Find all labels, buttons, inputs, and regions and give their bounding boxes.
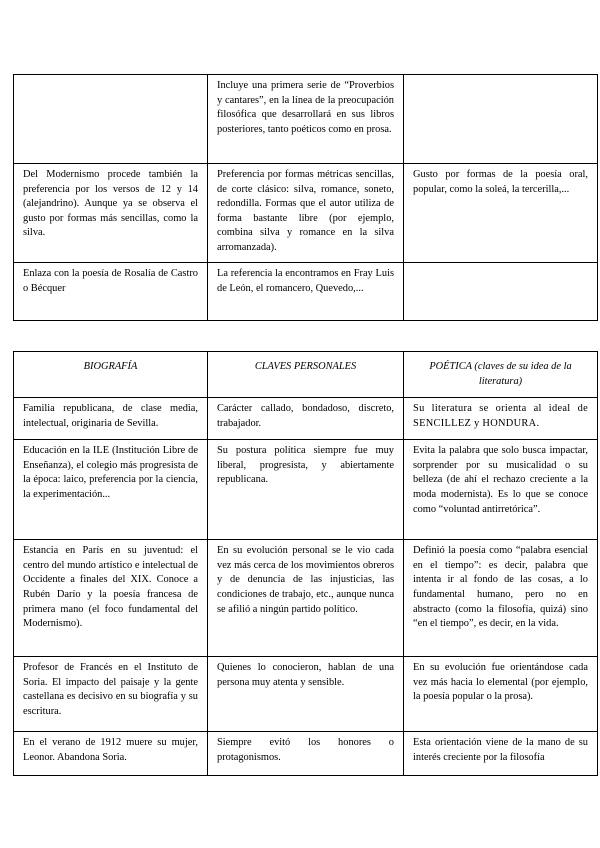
table-cell xyxy=(14,75,208,164)
table-cell: Del Modernismo procede también la preferencia por los versos de 12 y 14 (alejandrino). Aunque ya se observa el gusto por formas más sencillas, como la silva. xyxy=(14,164,208,263)
table-cell: En su evolución fue orientándose cada vez más hacia lo elemental (por ejemplo, la poesía popular o la prosa). xyxy=(404,657,598,732)
table-row xyxy=(14,657,598,732)
table-cell: Profesor de Francés en el Instituto de Soria. El impacto del paisaje y la gente castellana es decisivo en su biografía y su escritura. xyxy=(14,657,208,732)
table-cell: Siempre evitó los honores o protagonismos. xyxy=(208,732,404,776)
table-cell xyxy=(404,75,598,164)
table-row xyxy=(14,398,598,440)
table-cell: Estancia en París en su juventud: el centro del mundo artístico e intelectual de Occidente a finales del XIX. Conoce a Rubén Darío y la poesía francesa de primera mano (el foco fundamental del Modernismo). xyxy=(14,540,208,657)
table-cell: Quienes lo conocieron, hablan de una persona muy atenta y sensible. xyxy=(208,657,404,732)
comparison-table-continued xyxy=(13,74,598,321)
table-cell: En su evolución personal se le vio cada vez más cerca de los movimientos obreros y de denuncia de las injusticias, las condiciones de trabajo, etc., aunque nunca se afilió a ningún partido político. xyxy=(208,540,404,657)
table-header-row xyxy=(14,352,598,398)
table-cell: Educación en la ILE (Institución Libre de Enseñanza), el colegio más progresista de la época: laico, preferencia por la ciencia, la experimentación... xyxy=(14,440,208,540)
table-cell: Familia republicana, de clase media, intelectual, originaria de Sevilla. xyxy=(14,398,208,440)
table-cell: Carácter callado, bondadoso, discreto, trabajador. xyxy=(208,398,404,440)
table-row xyxy=(14,732,598,776)
table-row xyxy=(14,164,598,263)
table-row xyxy=(14,540,598,657)
table-cell: En el verano de 1912 muere su mujer, Leonor. Abandona Soria. xyxy=(14,732,208,776)
table-cell: Evita la palabra que solo busca impactar, sorprender por su musicalidad o su belleza (de ahí el rechazo creciente a la moda modernista). Es lo que se conoce como “voluntad antirretórica”. xyxy=(404,440,598,540)
machado-summary-table xyxy=(13,351,598,776)
table-cell: Preferencia por formas métricas sencillas, de corte clásico: silva, romance, soneto, redondilla. Formas que el autor utiliza de forma bastante libre (por ejemplo, combina silva y romance en la silva arromanzada). xyxy=(208,164,404,263)
table-cell: Definió la poesía como “palabra esencial en el tiempo”: es decir, palabra que intenta ir al fondo de las cosas, a lo fundamental humano, pero no en abstracto (como la filosofía, quizá) sino “en el tiempo”, es decir, en la vida. xyxy=(404,540,598,657)
table-cell: Enlaza con la poesía de Rosalía de Castro o Bécquer xyxy=(14,263,208,321)
table-cell: Su literatura se orienta al ideal de SENCILLEZ y HONDURA. xyxy=(404,398,598,440)
table-cell xyxy=(404,263,598,321)
column-header-biografia: BIOGRAFÍA xyxy=(14,352,208,398)
table-cell: Su postura política siempre fue muy liberal, progresista, y abiertamente republicana. xyxy=(208,440,404,540)
table-cell: La referencia la encontramos en Fray Luis de León, el romancero, Quevedo,... xyxy=(208,263,404,321)
table-row xyxy=(14,440,598,540)
table-cell: Gusto por formas de la poesía oral, popular, como la soleá, la tercerilla,... xyxy=(404,164,598,263)
table-cell: Esta orientación viene de la mano de su interés creciente por la filosofía xyxy=(404,732,598,776)
column-header-claves-personales: CLAVES PERSONALES xyxy=(208,352,404,398)
column-header-poetica: POÉTICA (claves de su idea de la literatura) xyxy=(404,352,598,398)
table-row xyxy=(14,263,598,321)
table-cell: Incluye una primera serie de “Proverbios y cantares”, en la línea de la preocupación filosófica que desarrollará en sus libros posteriores, tanto poéticos como en prosa. xyxy=(208,75,404,164)
table-row xyxy=(14,75,598,164)
